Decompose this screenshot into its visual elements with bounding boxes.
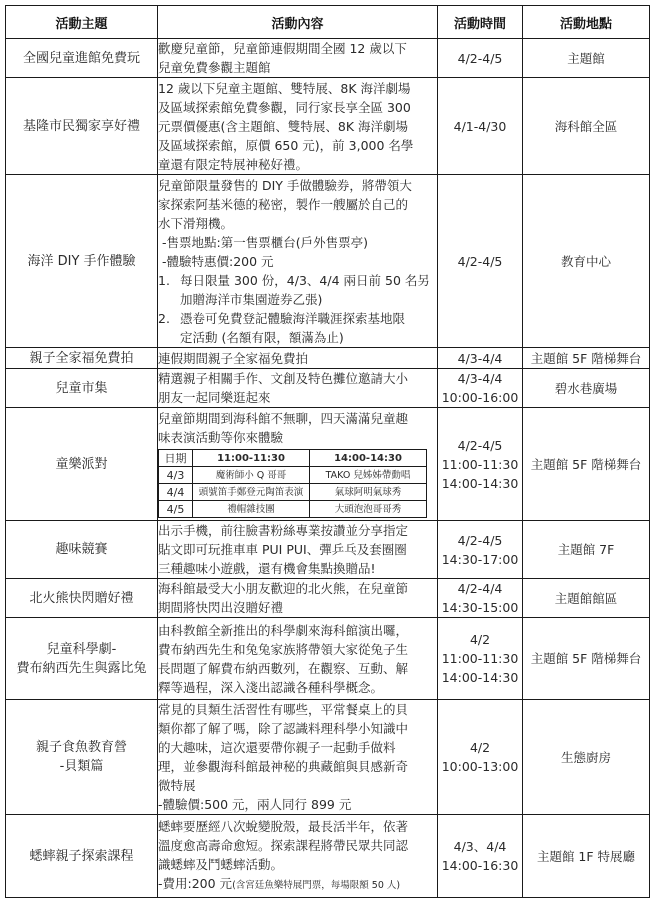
content-line: 朋友一起同樂逛起來 [158,390,271,405]
fee-main: -費用:200 元 [158,876,233,891]
content-line: 的大趣味，這次還要帶你親子一起動手做料 [158,740,396,755]
location-cell: 主題館館區 [523,579,650,618]
time-text: 10:00-13:00 [441,759,519,774]
schedule-header-morning: 11:00-11:30 [193,450,310,467]
table-row [6,521,650,579]
content-line: 三種趣味小遊戲，還有機會集點換贈品! [158,561,376,576]
theme-cell [6,369,158,408]
time-text: 4/3-4/4 [457,371,503,386]
theme-text: 兒童市集 [55,380,108,396]
content-line: 童還有限定特展神秘好禮。 [158,156,309,172]
theme-text: 全國兒童進館免費玩 [22,50,140,66]
list-line: 加贈海洋市集園遊券乙張) [180,291,323,307]
theme-text: 蟋蟀親子探索課程 [29,848,134,864]
time-text: 11:00-11:30 [441,456,519,472]
content-line: 貼文即可玩推車車 PUI PUI、彈乒乓及套圈圈 [158,542,407,557]
fee-line [158,874,437,895]
content-line: 兒童節期間到海科館不無聊，四天滿滿兒童趣 [158,411,409,426]
header-location: 活動地點 [523,6,650,39]
time-text: 14:30-17:00 [441,551,519,567]
content-line: 出示手機，前往臉書粉絲專業按讚並分享指定 [158,523,409,538]
time-text: 4/2 [469,740,491,755]
time-text: 14:00-16:30 [441,858,519,873]
list-number: 2. [158,310,170,326]
theme-text: 親子全家福免費拍 [29,350,134,366]
activity-table [5,5,650,898]
content-line: 家探索阿基米德的秘密，製作一艘屬於自己的 [158,196,409,212]
theme-text: 基隆市民獨家享好禮 [22,118,140,134]
content-line: 及區域探索館，原價 650 元)，前 3,000 名學 [158,137,414,153]
location-cell: 海科館全區 [523,78,650,175]
table-row [6,175,650,348]
content-cell [158,348,438,369]
content-cell [158,618,438,700]
schedule-header-date: 日期 [159,450,193,467]
content-line: 連假期間親子全家福免費拍 [158,350,309,366]
time-text: 14:00-14:30 [441,475,519,491]
content-cell [158,39,438,78]
content-line: 蟋蟀要歷經八次蛻變脫殼，最長活半年，依著 [158,819,409,834]
content-line: 釋等過程，深入淺出認識各種科學概念。 [158,679,384,695]
performance-schedule-table [158,449,427,518]
location-cell: 主題館 5F 階梯舞台 [523,408,650,521]
table-row [6,78,650,175]
time-text: 4/2-4/5 [457,253,503,269]
theme-cell [6,408,158,521]
location-cell: 主題館 1F 特展廳 [523,815,650,898]
content-line: 歡慶兒童節，兒童節連假期間全國 12 歲以下 [158,41,407,56]
theme-text: 兒童科學劇- [46,641,117,657]
table-row [6,815,650,898]
location-cell: 碧水巷廣場 [523,369,650,408]
fee-note: (含宮廷魚樂特展門票，每場限額 50 人) [232,880,401,891]
content-cell [158,369,438,408]
content-line: 海科館最受大小朋友歡迎的北火熊，在兒童節 [158,581,409,596]
theme-text: 趣味競賽 [55,542,108,557]
time-cell [438,408,523,521]
content-line: 識蟋蟀及鬥蟋蟀活動。 [158,857,284,872]
time-text: 4/1-4/30 [453,118,507,134]
content-line: 期間將快閃出沒贈好禮 [158,600,284,615]
location-cell: 主題館 5F 階梯舞台 [523,618,650,700]
content-cell [158,521,438,579]
content-line: 微特展 [158,778,196,793]
time-text: 4/3、4/4 [453,839,507,854]
schedule-date: 4/3 [159,467,193,484]
time-cell [438,39,523,78]
time-text: 4/2-4/5 [457,532,503,548]
location-cell: 生態廚房 [523,700,650,815]
list-number: 1. [158,272,170,288]
content-line: 由科教館全新推出的科學劇來海科館演出囉， [158,622,409,638]
list-line: 每日限量 300 份，4/3、4/4 兩日前 50 名另 [180,272,430,288]
time-cell [438,175,523,348]
content-cell [158,579,438,618]
theme-cell [6,78,158,175]
content-line: 元票價優惠(含主題館、雙特展、8K 海洋劇場 [158,118,409,134]
schedule-afternoon-act: 氣球阿明氣球秀 [310,484,427,501]
content-line: 常見的貝類生活習性有哪些，平常餐桌上的貝 [158,702,409,717]
schedule-header-afternoon: 14:00-14:30 [310,450,427,467]
content-line: 溫度愈高壽命愈短。探索課程將帶民眾共同認 [158,838,409,853]
theme-cell [6,521,158,579]
time-cell [438,369,523,408]
header-row [6,6,650,39]
location-cell: 教育中心 [523,175,650,348]
theme-text: 費布納西先生與露比兔 [16,660,147,676]
schedule-header-row [159,450,427,467]
theme-cell [6,700,158,815]
content-line: 費布納西先生和兔兔家族將帶領大家從兔子生 [158,641,409,657]
location-cell: 主題館 7F [523,521,650,579]
time-text: 4/2-4/5 [457,50,503,66]
schedule-date: 4/4 [159,484,193,501]
schedule-afternoon-act: 大頭泡泡哥哥秀 [310,501,427,518]
content-line: -體驗特惠價:200 元 [158,253,274,269]
content-line: -售票地點:第一售票櫃台(戶外售票亭) [158,234,368,250]
content-cell [158,78,438,175]
time-text: 11:00-11:30 [441,651,519,666]
content-line: -體驗價:500 元，兩人同行 899 元 [158,797,352,812]
time-text: 4/2-4/5 [457,437,503,453]
theme-cell [6,618,158,700]
time-cell [438,521,523,579]
header-content: 活動內容 [158,6,438,39]
theme-text: 童樂派對 [55,456,108,472]
content-cell [158,700,438,815]
theme-cell [6,348,158,369]
table-row [6,408,650,521]
content-line: 水下滑翔機。 [158,215,234,231]
schedule-row [159,467,427,484]
theme-text: -貝類篇 [59,759,104,774]
time-cell [438,78,523,175]
list-line: 定活動 (名額有限，額滿為止) [180,329,344,345]
theme-cell [6,39,158,78]
content-line: 及區域探索館免費參觀，同行家長享全區 300 [158,99,411,115]
theme-text: 北火熊快閃贈好禮 [29,590,134,606]
content-line: 長問題了解費布納西數列，在觀察、互動、解 [158,660,409,676]
content-line: 精選親子相關手作、文創及特色攤位邀請大小 [158,371,409,386]
time-cell [438,579,523,618]
header-theme: 活動主題 [6,6,158,39]
schedule-afternoon-act: TAKO 兒姊姊帶動唱 [310,467,427,484]
theme-cell [6,175,158,348]
time-text: 14:30-15:00 [441,600,519,615]
header-time: 活動時間 [438,6,523,39]
content-line: 味表演活動等你來體驗 [158,430,284,445]
time-cell [438,815,523,898]
list-line: 憑卷可免費登記體驗海洋職涯探索基地限 [180,310,406,326]
time-text: 4/3-4/4 [457,350,503,366]
table-row [6,39,650,78]
schedule-row [159,501,427,518]
schedule-morning-act: 禮帽雜技團 [193,501,310,518]
theme-cell [6,579,158,618]
table-row [6,579,650,618]
table-row [6,369,650,408]
list-item [158,309,437,347]
content-cell [158,815,438,898]
schedule-morning-act: 魔術師小 Q 哥哥 [193,467,310,484]
schedule-row [159,484,427,501]
table-row [6,348,650,369]
time-cell [438,348,523,369]
schedule-date: 4/5 [159,501,193,518]
time-text: 14:00-14:30 [441,670,519,685]
theme-cell [6,815,158,898]
theme-text: 親子食魚教育營 [35,740,127,755]
location-cell: 主題館 [523,39,650,78]
content-cell [158,175,438,348]
time-text: 4/2-4/4 [457,581,503,596]
table-row [6,700,650,815]
content-line: 理，並參觀海科館最神秘的典藏館與貝感新奇 [158,759,409,774]
content-cell [158,408,438,521]
time-cell [438,700,523,815]
content-line: 兒童節限量發售的 DIY 手做體驗券，將帶領大 [158,177,412,193]
time-text: 4/2 [469,632,491,647]
time-cell [438,618,523,700]
content-line: 12 歲以下兒童主題館、雙特展、8K 海洋劇場 [158,80,411,96]
theme-text: 海洋 DIY 手作體驗 [27,253,136,269]
table-row [6,618,650,700]
time-text: 10:00-16:00 [441,390,519,405]
content-line: 類你都了解了嗎，除了認識料理科學小知識中 [158,721,409,736]
schedule-morning-act: 頭號笛手鄭登元陶笛表演 [193,484,310,501]
content-line: 兒童免費參觀主題館 [158,60,271,75]
location-cell: 主題館 5F 階梯舞台 [523,348,650,369]
list-item [158,271,437,309]
